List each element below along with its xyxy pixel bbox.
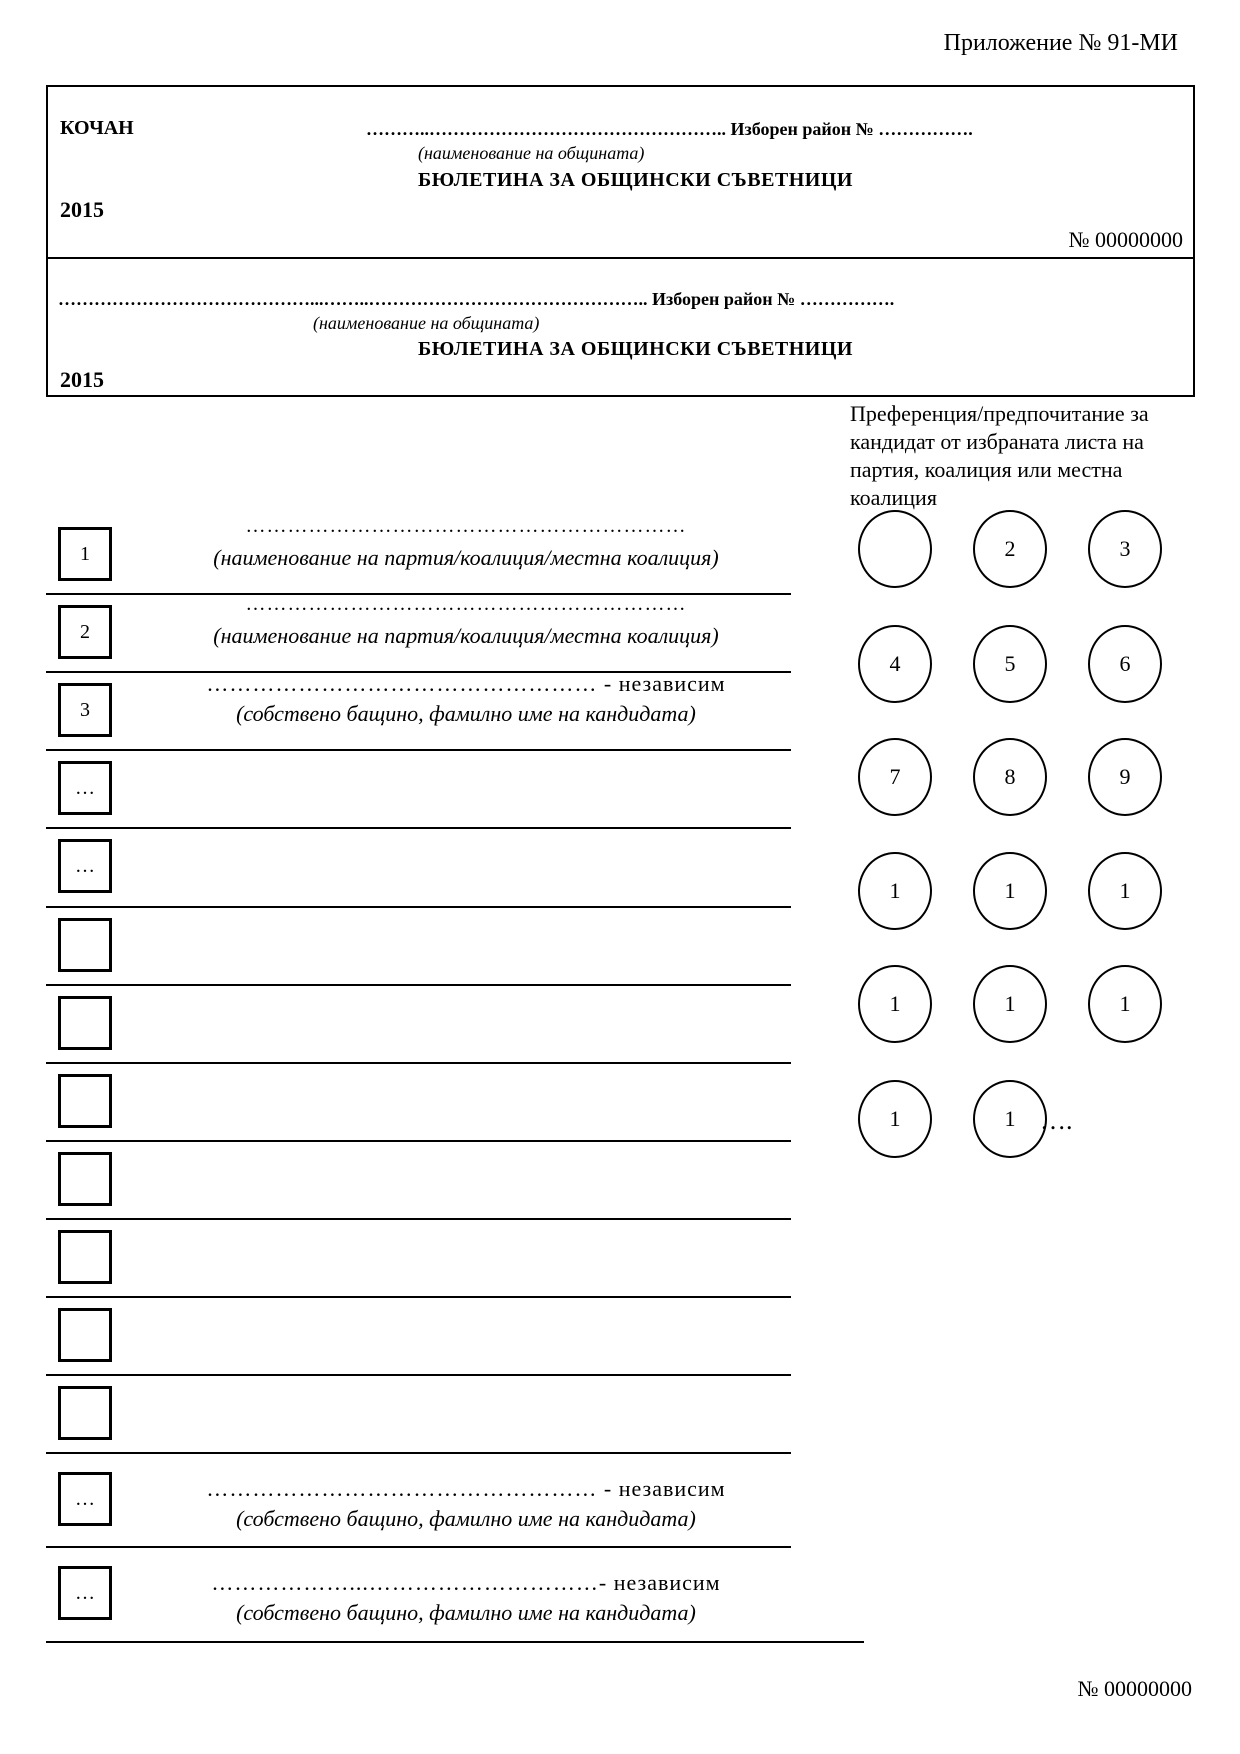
- vote-checkbox[interactable]: [58, 918, 112, 972]
- preference-number: 1: [1119, 991, 1131, 1016]
- preference-circle[interactable]: [973, 625, 1047, 703]
- row-number: 3: [80, 698, 90, 721]
- preference-circle[interactable]: [973, 852, 1047, 930]
- ballot-municipality-line: ……………………………………...……..……………………………………….. Изборен район № …………….: [58, 289, 895, 309]
- vote-checkbox[interactable]: [58, 839, 112, 893]
- preference-circle[interactable]: [858, 510, 932, 588]
- vote-checkbox[interactable]: [58, 1074, 112, 1128]
- preference-number: 3: [1119, 536, 1131, 561]
- ballot-row: [46, 984, 791, 1064]
- preference-number: 1: [1004, 878, 1016, 903]
- preference-circle[interactable]: [1088, 510, 1162, 588]
- stub-year: 2015: [60, 197, 104, 222]
- preference-number: 8: [1004, 764, 1016, 789]
- row-dotted-line: …………………………………………… - независим: [206, 671, 726, 696]
- preference-number: 1: [1004, 1106, 1016, 1131]
- row-dotted-line: ………………...…………………………- независим: [211, 1570, 721, 1595]
- stub-serial-number: № 00000000: [1068, 227, 1183, 252]
- vote-checkbox[interactable]: [58, 1308, 112, 1362]
- preference-circle[interactable]: [858, 852, 932, 930]
- preference-number: 4: [889, 651, 901, 676]
- preference-number: 9: [1119, 764, 1131, 789]
- preference-number: 1: [889, 991, 901, 1016]
- ballot-row: [46, 1140, 791, 1220]
- preference-circle[interactable]: [973, 738, 1047, 816]
- preference-number: 1: [889, 878, 901, 903]
- vote-checkbox[interactable]: [58, 1472, 112, 1526]
- preference-circle[interactable]: [1088, 965, 1162, 1043]
- row-number: …: [75, 1581, 95, 1604]
- row-caption: (наименование на партия/коалиция/местна коалиция): [213, 623, 719, 648]
- stub-label: КОЧАН: [60, 117, 134, 139]
- row-number: 1: [80, 542, 90, 565]
- ballot-row: [46, 749, 791, 829]
- ballot-row: [46, 671, 791, 751]
- row-dotted-line: ………………………………………………………: [245, 515, 687, 537]
- ballot-stub: [46, 85, 1195, 259]
- row-dotted-line: ………………………………………………………: [245, 593, 687, 615]
- ballot-year: 2015: [60, 367, 104, 392]
- stub-municipality-caption: (наименование на общината): [418, 143, 645, 163]
- preference-circle[interactable]: [1088, 625, 1162, 703]
- row-caption: (наименование на партия/коалиция/местна коалиция): [213, 545, 719, 570]
- preference-number: 1: [1119, 878, 1131, 903]
- preference-number: 7: [889, 764, 901, 789]
- preference-circle[interactable]: [973, 1080, 1047, 1158]
- ballot-municipality-caption: (наименование на общината): [313, 313, 540, 333]
- vote-checkbox[interactable]: [58, 996, 112, 1050]
- vote-checkbox[interactable]: [58, 761, 112, 815]
- bottom-serial-number: № 00000000: [1077, 1676, 1192, 1701]
- preference-circle[interactable]: [1088, 852, 1162, 930]
- preference-number: 1: [889, 1106, 901, 1131]
- preference-circle[interactable]: [973, 510, 1047, 588]
- ballot-header: [46, 257, 1195, 397]
- ballot-row: [46, 1374, 791, 1454]
- row-number: …: [75, 854, 95, 877]
- row-number: 2: [80, 620, 90, 643]
- ballot-row: [46, 1452, 791, 1548]
- vote-checkbox[interactable]: [58, 1386, 112, 1440]
- vote-checkbox[interactable]: [58, 683, 112, 737]
- preference-number: 6: [1119, 651, 1131, 676]
- preference-circle[interactable]: [858, 1080, 932, 1158]
- preference-label: Преференция/предпочитание за кандидат от избраната листа на партия, коалиция или местна коалиция: [850, 401, 1149, 510]
- row-caption: (собствено бащино, фамилно име на кандидата): [236, 1600, 696, 1625]
- preference-number: 1: [1004, 991, 1016, 1016]
- preference-circle[interactable]: [858, 738, 932, 816]
- row-dotted-line: …………………………………………… - независим: [206, 1476, 726, 1501]
- stub-title: БЮЛЕТИНА ЗА ОБЩИНСКИ СЪВЕТНИЦИ: [418, 169, 853, 191]
- preference-number: 5: [1004, 651, 1016, 676]
- ballot-row: [46, 1546, 864, 1643]
- ballot-title: БЮЛЕТИНА ЗА ОБЩИНСКИ СЪВЕТНИЦИ: [418, 338, 853, 360]
- ballot-row: [46, 1062, 791, 1142]
- ballot-row: [46, 906, 791, 986]
- vote-checkbox[interactable]: [58, 1566, 112, 1620]
- ballot-row: [46, 1296, 791, 1376]
- ballot-row: [46, 1218, 791, 1298]
- preference-circle[interactable]: [858, 625, 932, 703]
- row-number: …: [75, 776, 95, 799]
- preference-circle[interactable]: [1088, 738, 1162, 816]
- ballot-row: [46, 827, 791, 908]
- vote-checkbox[interactable]: [58, 1152, 112, 1206]
- preference-number: 2: [1004, 536, 1016, 561]
- vote-checkbox[interactable]: [58, 527, 112, 581]
- ballot-row: [46, 593, 791, 673]
- preference-circle[interactable]: [973, 965, 1047, 1043]
- preference-ellipsis: ….: [1040, 1106, 1073, 1135]
- row-caption: (собствено бащино, фамилно име на кандидата): [236, 701, 696, 726]
- ballot-row: [46, 515, 791, 595]
- vote-checkbox[interactable]: [58, 605, 112, 659]
- stub-municipality-line: ………..………………………………………….. Изборен район № …………….: [366, 119, 973, 139]
- row-number: …: [75, 1487, 95, 1510]
- annex-label: Приложение № 91-МИ: [943, 30, 1178, 56]
- vote-checkbox[interactable]: [58, 1230, 112, 1284]
- row-caption: (собствено бащино, фамилно име на кандидата): [236, 1506, 696, 1531]
- preference-circle[interactable]: [858, 965, 932, 1043]
